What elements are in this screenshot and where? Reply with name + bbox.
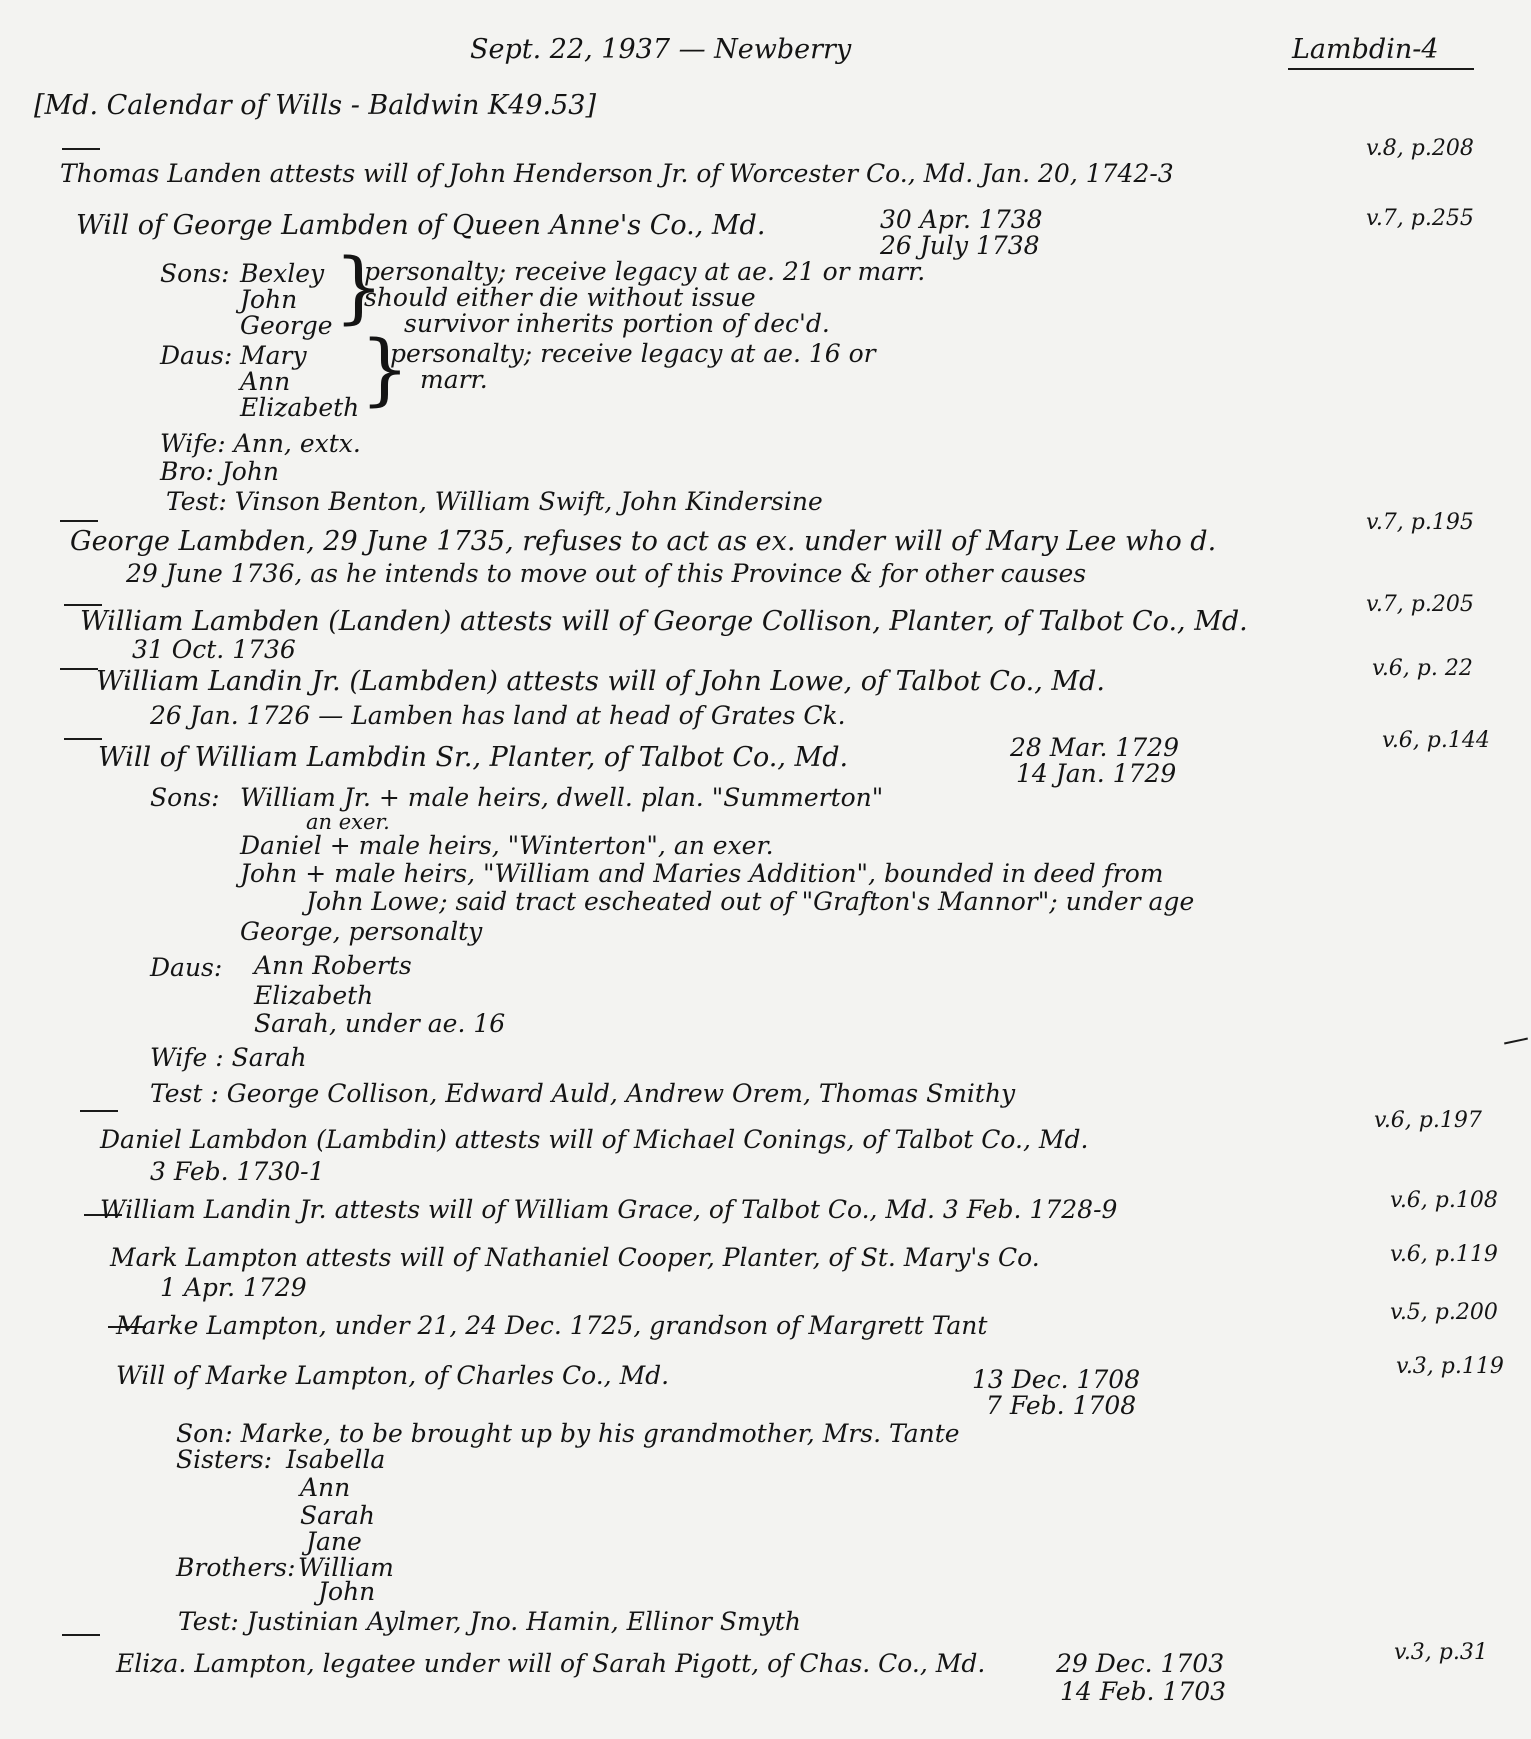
will-date: 26 July 1738 bbox=[880, 231, 1040, 260]
will-date: 28 Mar. 1729 bbox=[1010, 733, 1179, 762]
entry-line: 26 Jan. 1726 — Lamben has land at head of Grates Ck. bbox=[150, 701, 846, 730]
sons-label: Sons: bbox=[150, 783, 220, 812]
volume-page-ref: v.7, p.205 bbox=[1366, 592, 1474, 617]
bro-line: Bro: John bbox=[160, 457, 280, 486]
son-line: George, personalty bbox=[240, 917, 483, 946]
dau-line: Sarah, under ae. 16 bbox=[254, 1009, 506, 1038]
will-date: 29 Dec. 1703 bbox=[1056, 1649, 1225, 1678]
margin-mark bbox=[1504, 1038, 1528, 1045]
son-line: Daniel + male heirs, "Winterton", an exer. bbox=[240, 831, 774, 860]
entry-divider bbox=[80, 1110, 118, 1112]
dau-name: Elizabeth bbox=[240, 393, 360, 422]
sisters-label: Sisters: bbox=[176, 1445, 272, 1474]
entry-divider bbox=[60, 520, 98, 522]
entry-line: 3 Feb. 1730-1 bbox=[150, 1157, 325, 1186]
dau-name: Ann bbox=[240, 367, 291, 396]
daus-label: Daus: bbox=[150, 953, 223, 982]
entry-line: Eliza. Lampton, legatee under will of Sarah Pigott, of Chas. Co., Md. bbox=[116, 1649, 986, 1678]
entry-line: William Landin Jr. attests will of William Grace, of Talbot Co., Md. 3 Feb. 1728-9 bbox=[100, 1195, 1118, 1224]
volume-page-ref: v.7, p.195 bbox=[1366, 510, 1474, 535]
entry-line: George Lambden, 29 June 1735, refuses to act as ex. under will of Mary Lee who d. bbox=[70, 526, 1217, 557]
brother-name: John bbox=[318, 1577, 376, 1606]
son-line: William Jr. + male heirs, dwell. plan. "Summerton" bbox=[240, 783, 884, 812]
sons-note: personalty; receive legacy at ae. 21 or marr. bbox=[364, 257, 926, 286]
sister-name: Sarah bbox=[300, 1501, 375, 1530]
will-title: Will of George Lambden of Queen Anne's Co., Md. bbox=[76, 210, 766, 241]
will-title: Will of Marke Lampton, of Charles Co., Md. bbox=[116, 1361, 670, 1390]
entry-line: Daniel Lambdon (Lambdin) attests will of Michael Conings, of Talbot Co., Md. bbox=[100, 1125, 1089, 1154]
entry-line: William Lambden (Landen) attests will of George Collison, Planter, of Talbot Co., Md. bbox=[80, 606, 1248, 637]
sister-name: Ann bbox=[300, 1473, 351, 1502]
volume-page-ref: v.6, p. 22 bbox=[1372, 656, 1473, 681]
entry-divider bbox=[62, 1634, 100, 1636]
entry-line: 1 Apr. 1729 bbox=[160, 1273, 307, 1302]
sister-name: Isabella bbox=[286, 1445, 386, 1474]
wife-line: Wife : Sarah bbox=[150, 1043, 307, 1072]
volume-page-ref: v.3, p.31 bbox=[1394, 1640, 1488, 1665]
son-line: John + male heirs, "William and Maries Addition", bounded in deed from bbox=[240, 859, 1164, 888]
test-line: Test : George Collison, Edward Auld, Andrew Orem, Thomas Smithy bbox=[150, 1079, 1016, 1108]
will-date: 30 Apr. 1738 bbox=[880, 205, 1043, 234]
test-line: Test: Vinson Benton, William Swift, John Kindersine bbox=[166, 487, 823, 516]
will-title: Will of William Lambdin Sr., Planter, of Talbot Co., Md. bbox=[98, 742, 849, 773]
son-name: John bbox=[240, 285, 298, 314]
header-citation: [Md. Calendar of Wills - Baldwin K49.53] bbox=[34, 90, 596, 121]
entry-line: Thomas Landen attests will of John Henderson Jr. of Worcester Co., Md. Jan. 20, 1742-3 bbox=[60, 159, 1174, 188]
volume-page-ref: v.6, p.197 bbox=[1374, 1108, 1482, 1133]
son-line: an exer. bbox=[306, 810, 390, 834]
son-line: John Lowe; said tract escheated out of "Grafton's Mannor"; under age bbox=[306, 887, 1195, 916]
daus-note: personalty; receive legacy at ae. 16 or bbox=[390, 339, 876, 368]
dau-line: Ann Roberts bbox=[254, 951, 412, 980]
volume-page-ref: v.6, p.108 bbox=[1390, 1188, 1498, 1213]
will-date: 13 Dec. 1708 bbox=[972, 1365, 1141, 1394]
entry-line: Marke Lampton, under 21, 24 Dec. 1725, grandson of Margrett Tant bbox=[116, 1311, 988, 1340]
volume-page-ref: v.6, p.119 bbox=[1390, 1242, 1498, 1267]
sister-name: Jane bbox=[306, 1527, 362, 1556]
volume-page-ref: v.6, p.144 bbox=[1382, 728, 1490, 753]
brothers-label: Brothers: bbox=[176, 1553, 296, 1582]
brother-name: William bbox=[298, 1553, 394, 1582]
entry-line: 29 June 1736, as he intends to move out of this Province & for other causes bbox=[126, 559, 1087, 588]
sons-label: Sons: bbox=[160, 259, 230, 288]
volume-page-ref: v.3, p.119 bbox=[1396, 1354, 1504, 1379]
entry-line: William Landin Jr. (Lambden) attests will of John Lowe, of Talbot Co., Md. bbox=[96, 666, 1105, 697]
sons-note: survivor inherits portion of dec'd. bbox=[404, 309, 830, 338]
will-date: 7 Feb. 1708 bbox=[986, 1391, 1137, 1420]
son-line: Son: Marke, to be brought up by his grandmother, Mrs. Tante bbox=[176, 1419, 960, 1448]
entry-line: 31 Oct. 1736 bbox=[132, 635, 296, 664]
son-name: George bbox=[240, 311, 333, 340]
entry-divider bbox=[60, 668, 98, 670]
brace: } bbox=[360, 325, 410, 415]
daus-label: Daus: bbox=[160, 341, 233, 370]
sons-note: should either die without issue bbox=[364, 283, 756, 312]
header-date-source: Sept. 22, 1937 — Newberry bbox=[470, 34, 852, 65]
entry-divider bbox=[62, 148, 100, 150]
volume-page-ref: v.8, p.208 bbox=[1366, 136, 1474, 161]
page-tag-underline bbox=[1288, 68, 1474, 70]
test-line: Test: Justinian Aylmer, Jno. Hamin, Ellinor Smyth bbox=[178, 1607, 801, 1636]
header-page-tag: Lambdin-4 bbox=[1292, 34, 1439, 65]
will-date: 14 Jan. 1729 bbox=[1016, 759, 1177, 788]
dau-name: Mary bbox=[240, 341, 307, 370]
entry-line: Mark Lampton attests will of Nathaniel Cooper, Planter, of St. Mary's Co. bbox=[110, 1243, 1040, 1272]
son-name: Bexley bbox=[240, 259, 325, 288]
volume-page-ref: v.7, p.255 bbox=[1366, 206, 1474, 231]
will-date: 14 Feb. 1703 bbox=[1060, 1677, 1227, 1706]
entry-divider bbox=[64, 738, 102, 740]
brace: } bbox=[334, 243, 384, 333]
daus-note: marr. bbox=[420, 365, 488, 394]
volume-page-ref: v.5, p.200 bbox=[1390, 1300, 1498, 1325]
dau-line: Elizabeth bbox=[254, 981, 374, 1010]
wife-line: Wife: Ann, extx. bbox=[160, 429, 361, 458]
